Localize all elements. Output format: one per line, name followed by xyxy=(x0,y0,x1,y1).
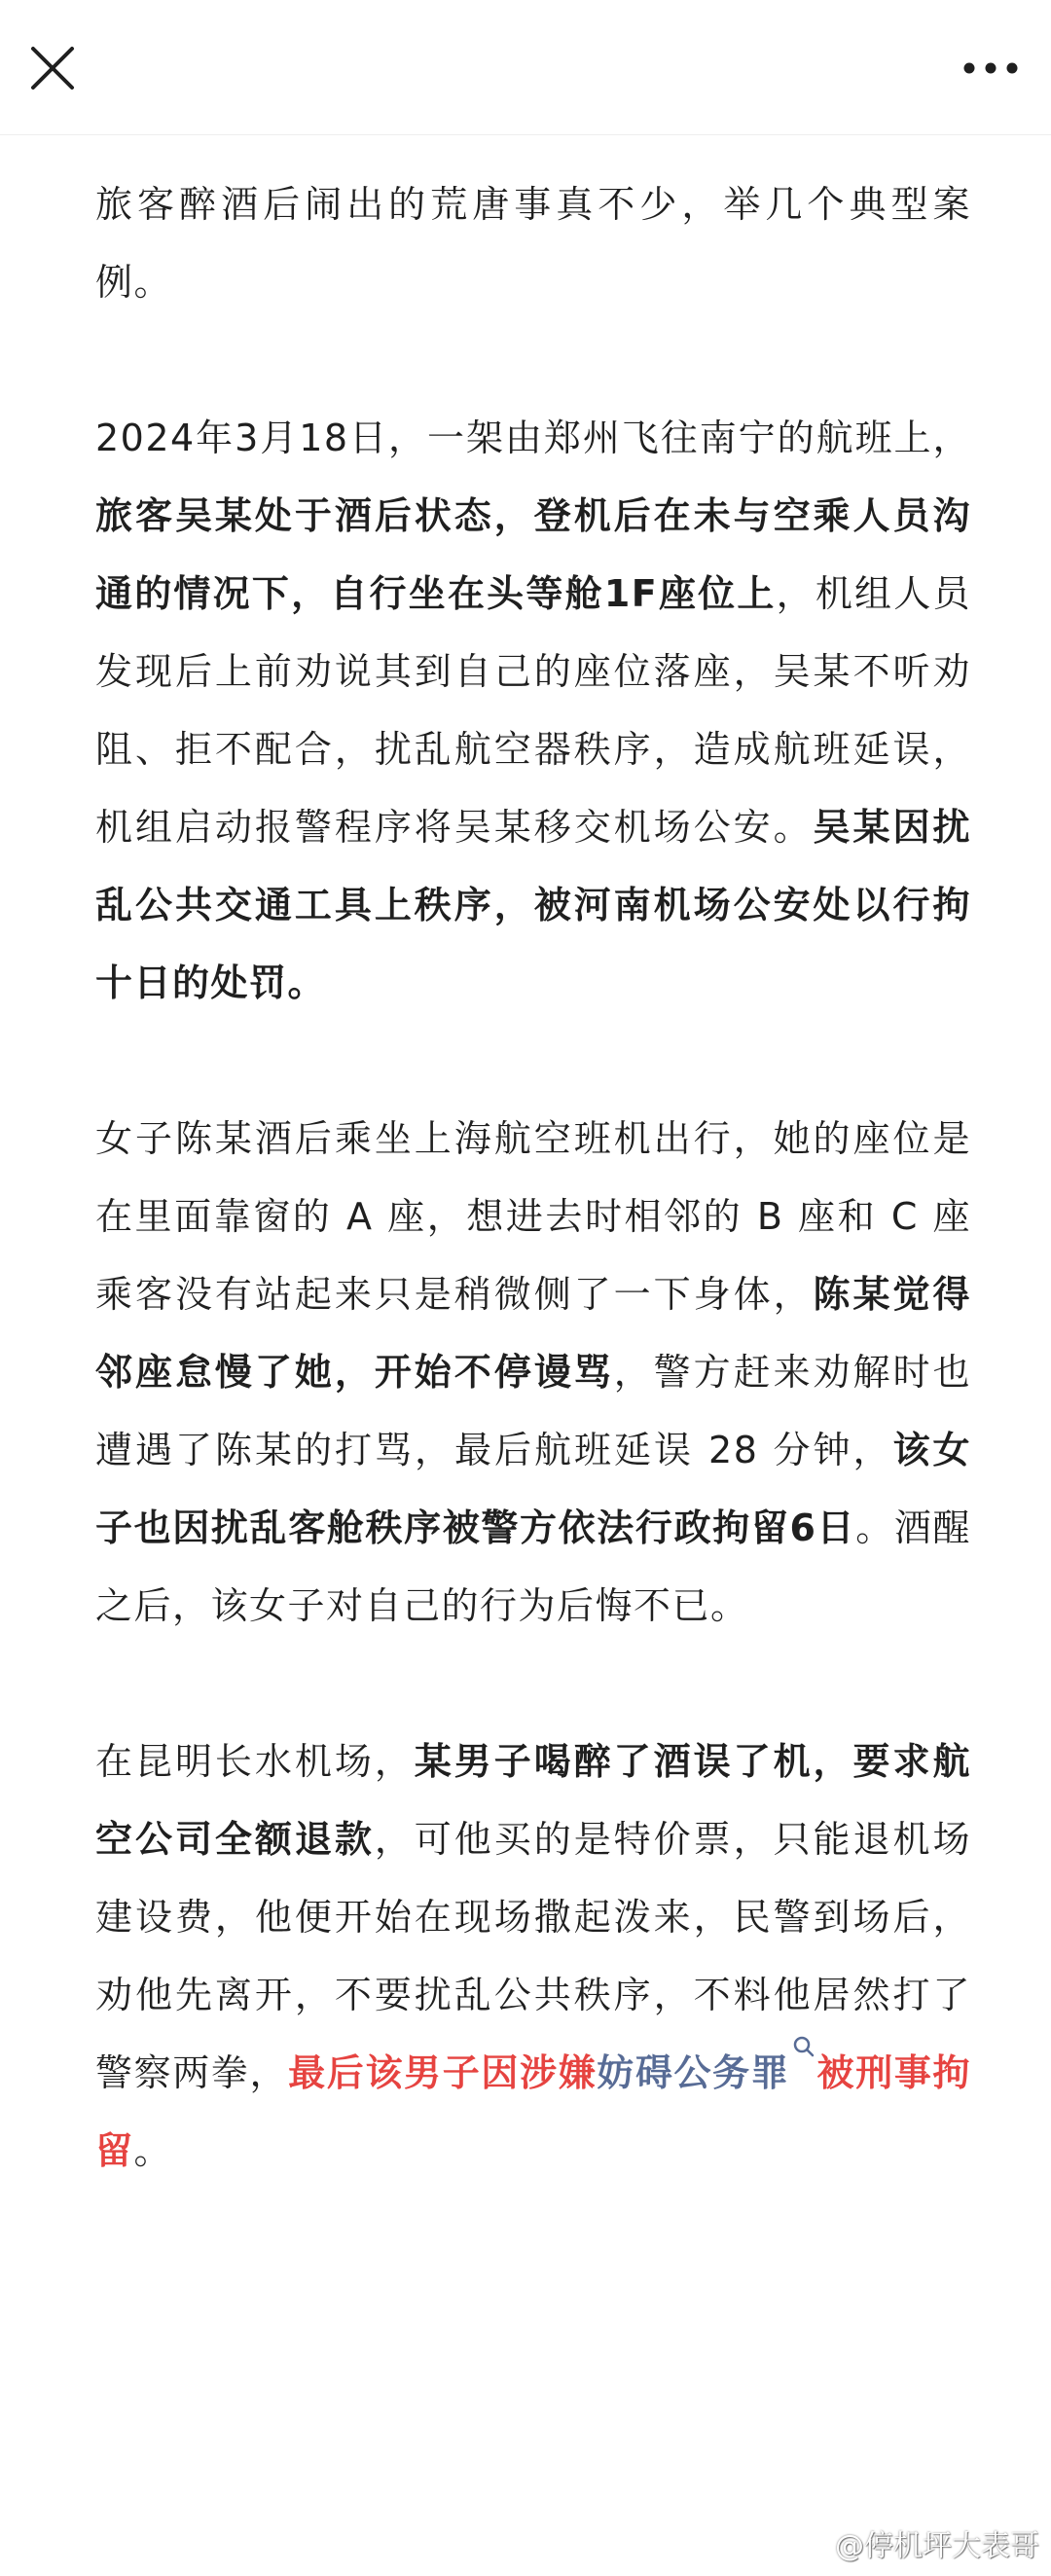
bold-text: 该女子也因扰乱客舱秩序被警方依法行政拘留6日 xyxy=(95,1429,971,1549)
paragraph-text: 在昆明长水机场， xyxy=(95,1740,415,1783)
close-button[interactable] xyxy=(27,43,78,93)
watermark xyxy=(790,2527,1039,2566)
paragraph-text: ，警方赶来劝解时也遭遇了陈某的打骂，最后航班延误 28 分钟， xyxy=(95,1351,971,1471)
bold-text: 吴某因扰乱公共交通工具上秩序，被河南机场公安处以行拘十日的处罚。 xyxy=(95,806,971,1004)
paragraph-text: ，机组人员发现后上前劝说其到自己的座位落座，吴某不听劝阻、拒不配合，扰乱航空器秩序，造成航班延误，机组启动报警程序将吴某移交机场公安。 xyxy=(95,572,971,849)
watermark-text: @停机坪大表哥 xyxy=(835,2529,1039,2563)
more-button[interactable] xyxy=(960,47,1022,90)
close-icon xyxy=(27,43,78,93)
paragraph-case-2 xyxy=(95,1100,971,1645)
top-bar xyxy=(0,0,1051,135)
paragraph-text: 。酒醒之后，该女子对自己的行为后悔不已。 xyxy=(95,1506,971,1627)
paragraph-text: 。 xyxy=(133,2129,173,2172)
paragraph-case-1 xyxy=(95,399,971,1022)
bold-text: 旅客吴某处于酒后状态，登机后在未与空乘人员沟通的情况下，自行坐在头等舱1F座位上 xyxy=(95,494,971,615)
search-icon[interactable] xyxy=(789,2034,816,2061)
article-body xyxy=(95,165,971,2190)
highlight-red-text: 最后该男子因涉嫌 xyxy=(288,2051,598,2094)
bold-text: 某男子喝醉了酒误了机，要求航空公司全额退款 xyxy=(95,1740,971,1861)
more-icon xyxy=(960,47,1022,90)
bold-text: 陈某觉得邻座怠慢了她，开始不停谩骂 xyxy=(95,1273,971,1394)
weibo-icon xyxy=(790,2530,829,2563)
paragraph-text: 女子陈某酒后乘坐上海航空班机出行，她的座位是在里面靠窗的 A 座，想进去时相邻的 B 座和 C 座乘客没有站起来只是稍微侧了一下身体， xyxy=(95,1117,971,1316)
paragraph-text: 旅客醉酒后闹出的荒唐事真不少，举几个典型案例。 xyxy=(95,183,971,304)
paragraph-text: 2024年3月18日，一架由郑州飞往南宁的航班上， xyxy=(95,417,971,459)
highlight-red-text: 被刑事拘留 xyxy=(95,2051,971,2172)
paragraph-text: ，可他买的是特价票，只能退机场建设费，他便开始在现场撒起泼来，民警到场后，劝他先离开，不要扰乱公共秩序，不料他居然打了警察两拳， xyxy=(95,1818,971,2094)
search-link-obstruction[interactable]: 妨碍公务罪 xyxy=(597,2051,790,2094)
paragraph-case-3 xyxy=(95,1723,971,2190)
paragraph-intro xyxy=(95,165,971,321)
